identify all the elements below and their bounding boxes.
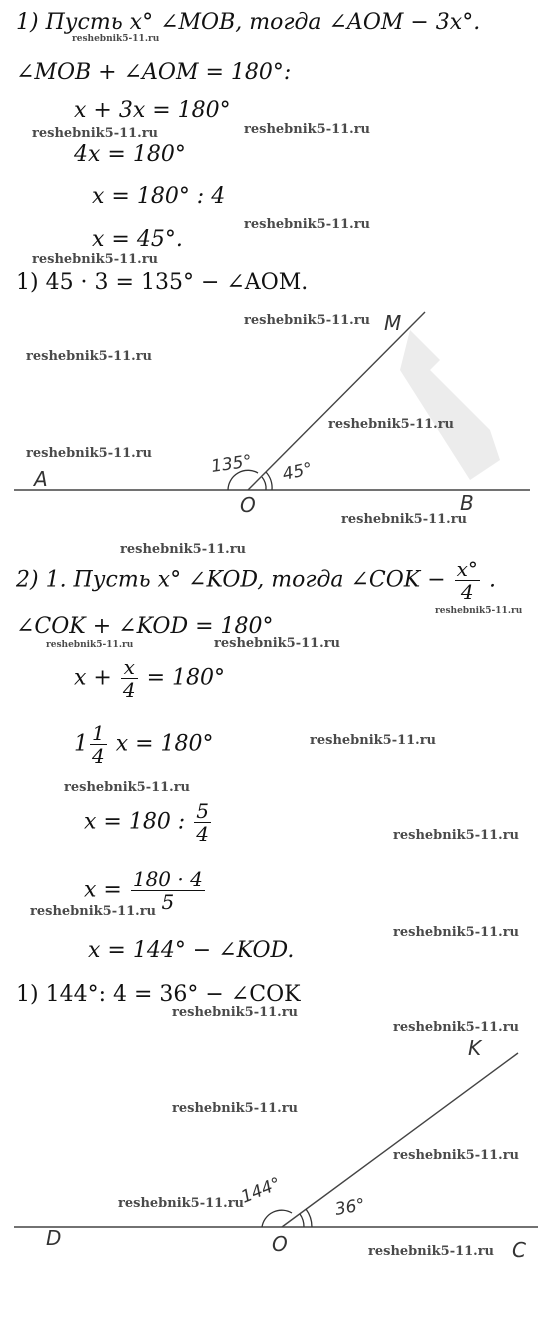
part2-line-5 [84,800,213,845]
label-angle-45: 45° [280,459,315,485]
part2-line-3 [74,656,225,701]
fraction-five-quarters [194,800,211,845]
watermark: reshebnik5-11.ru [214,636,341,651]
label-a: A [34,467,48,491]
watermark: reshebnik5-11.ru [64,780,191,795]
watermark: reshebnik5-11.ru [26,446,153,461]
label-angle-144: 144° [238,1173,284,1208]
label-o2: O [272,1232,288,1256]
watermark: reshebnik5-11.ru [244,313,371,328]
part1-line-2: ∠MOB + ∠AOM = 180°: [16,60,292,85]
watermark: reshebnik5-11.ru [341,512,468,527]
part1-line-1: 1) Пусть x° ∠MOB, тогда ∠AOM − 3x°. [16,10,481,35]
label-k: K [468,1036,482,1060]
part2-line-4-suffix: x = 180° [115,731,214,757]
part1-line-4: 4x = 180° [74,142,186,167]
watermark: reshebnik5-11.ru [32,126,159,141]
part1-line-7: 1) 45 · 3 = 135° − ∠AOM. [16,270,309,295]
watermark: reshebnik5-11.ru [244,217,371,232]
fraction-x-over-4-b [121,656,138,701]
fraction-numerator: 1 [92,721,105,745]
watermark: reshebnik5-11.ru [26,349,153,364]
label-angle-135: 135° [209,451,254,477]
watermark: reshebnik5-11.ru [172,1005,299,1020]
label-o: O [240,493,256,517]
part2-line-1-suffix: . [488,567,496,593]
part2-line-3-suffix: = 180° [146,665,225,691]
fraction-denominator: 4 [122,678,136,702]
ray-ok [282,1053,518,1227]
watermark: reshebnik5-11.ru [328,417,455,432]
watermark: reshebnik5-11.ru [393,1020,520,1035]
watermark: reshebnik5-11.ru [393,925,520,940]
fraction-numerator: x [121,656,138,679]
part1-line-3: x + 3x = 180° [74,98,231,123]
arc-45-b [266,472,272,490]
watermark: reshebnik5-11.ru [310,733,437,748]
watermark: reshebnik5-11.ru [172,1101,299,1116]
figure-angle-cok [0,1015,557,1275]
label-m: M [384,311,402,335]
watermark: reshebnik5-11.ru [368,1244,495,1259]
watermark: reshebnik5-11.ru [32,252,159,267]
watermark: reshebnik5-11.ru [244,122,371,137]
part2-line-8: 1) 144°: 4 = 36° − ∠COK [16,982,301,1007]
watermark: reshebnik5-11.ru [435,606,523,616]
ray-om [248,312,425,490]
part2-line-5-prefix: x = 180 : [84,809,186,835]
background-shape [400,330,500,480]
label-b: B [460,491,474,515]
part2-line-1-text: 2) 1. Пусть x° ∠KOD, тогда ∠COK − [16,567,446,593]
fraction-numerator: 5 [196,799,209,823]
part2-line-1 [16,558,496,603]
watermark: reshebnik5-11.ru [46,640,134,650]
label-angle-36: 36° [333,1194,367,1220]
arc-36-b [306,1209,312,1227]
watermark: reshebnik5-11.ru [120,542,247,557]
part1-line-6: x = 45°. [92,227,183,252]
watermark: reshebnik5-11.ru [393,1148,520,1163]
watermark: reshebnik5-11.ru [72,34,160,44]
label-d: D [46,1226,62,1250]
arc-45-a [262,477,266,490]
fraction-one-quarter [90,722,107,767]
fraction-denominator: 4 [196,822,209,846]
fraction-denominator: 4 [92,744,105,768]
watermark: reshebnik5-11.ru [393,828,520,843]
part2-line-2: ∠COK + ∠KOD = 180° [16,614,274,639]
fraction-numerator: x° [456,557,478,581]
watermark: reshebnik5-11.ru [30,904,157,919]
mixed-number-whole: 1 [74,731,88,757]
part2-line-4 [74,722,214,767]
label-c: C [512,1238,526,1262]
part2-line-7: x = 144° − ∠KOD. [88,938,295,963]
part1-line-5: x = 180° : 4 [92,184,226,209]
part2-line-3-prefix: x + [74,665,112,691]
arc-36-a [300,1214,304,1227]
figure-angle-aom [0,300,557,520]
fraction-x-over-4 [455,558,480,603]
arc-144 [262,1210,292,1227]
part2-line-6-prefix: x = [84,877,122,903]
fraction-denominator: 5 [161,890,175,914]
watermark: reshebnik5-11.ru [118,1196,245,1211]
fraction-numerator: 180 · 4 [132,867,203,891]
fraction-denominator: 4 [460,580,474,604]
